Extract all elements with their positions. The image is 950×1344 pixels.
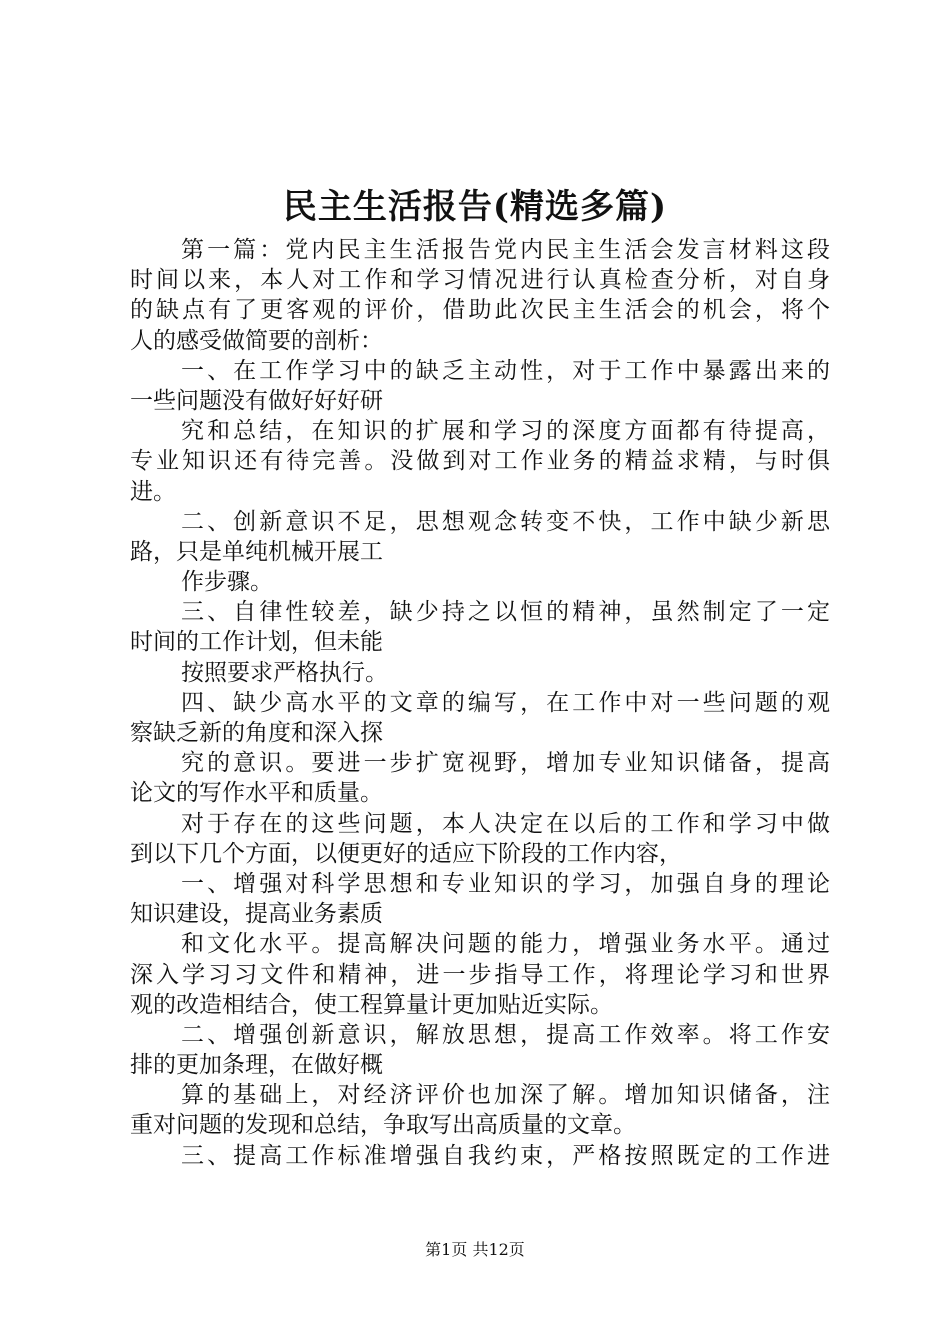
text-line: 对于存在的这些问题，本人决定在以后的工作和学习中做	[181, 810, 830, 837]
text-line: 三、自律性较差，缺少持之以恒的精神，虽然制定了一定	[181, 599, 830, 626]
text-line: 四、缺少高水平的文章的编写，在工作中对一些问题的观	[181, 689, 830, 716]
text-line: 一、增强对科学思想和专业知识的学习，加强自身的理论	[181, 870, 830, 897]
text-line: 人的感受做简要的剖析：	[130, 327, 383, 354]
text-line: 重对问题的发现和总结，争取写出高质量的文章。	[130, 1112, 636, 1139]
text-line: 按照要求严格执行。	[181, 659, 388, 686]
page-title: 民主生活报告(精选多篇)	[282, 187, 668, 227]
text-line: 第一篇：党内民主生活报告党内民主生活会发言材料这段	[181, 237, 830, 263]
text-line: 深入学习习文件和精神，进一步指导工作，将理论学习和世界	[130, 961, 830, 988]
text-line: 到以下几个方面，以便更好的适应下阶段的工作内容，	[130, 840, 682, 867]
text-line: 排的更加条理，在做好概	[130, 1052, 383, 1079]
text-line: 时间以来，本人对工作和学习情况进行认真检查分析，对自身	[130, 267, 830, 294]
text-line: 二、创新意识不足，思想观念转变不快，工作中缺少新思	[181, 508, 830, 535]
text-line: 的缺点有了更客观的评价，借助此次民主生活会的机会，将个	[130, 297, 830, 324]
text-line: 观的改造相结合，使工程算量计更加贴近实际。	[130, 991, 613, 1018]
text-line: 一、在工作学习中的缺乏主动性，对于工作中暴露出来的	[181, 357, 830, 384]
page-footer: 第1页 共12页	[425, 1240, 525, 1259]
text-line: 路，只是单纯机械开展工	[130, 538, 383, 565]
document-body	[130, 235, 830, 1171]
text-line: 专业知识还有待完善。没做到对工作业务的精益求精，与时俱	[130, 448, 830, 475]
text-line: 察缺乏新的角度和深入探	[130, 720, 383, 746]
text-line: 和文化水平。提高解决问题的能力，增强业务水平。通过	[181, 931, 830, 958]
text-line: 究和总结，在知识的扩展和学习的深度方面都有待提高，	[181, 418, 830, 445]
text-line: 知识建设，提高业务素质	[130, 901, 383, 928]
text-line: 作步骤。	[181, 569, 273, 596]
text-line: 究的意识。要进一步扩宽视野，增加专业知识储备，提高	[181, 750, 830, 777]
text-line: 算的基础上，对经济评价也加深了解。增加知识储备，注	[181, 1082, 830, 1109]
text-line: 时间的工作计划，但未能	[130, 629, 383, 656]
text-line: 三、提高工作标准增强自我约束，严格按照既定的工作进	[181, 1142, 830, 1169]
text-line: 一些问题没有做好好好研	[130, 387, 383, 414]
text-line: 论文的写作水平和质量。	[130, 780, 383, 807]
text-line: 进。	[130, 478, 176, 505]
text-line: 二、增强创新意识，解放思想，提高工作效率。将工作安	[181, 1021, 830, 1048]
